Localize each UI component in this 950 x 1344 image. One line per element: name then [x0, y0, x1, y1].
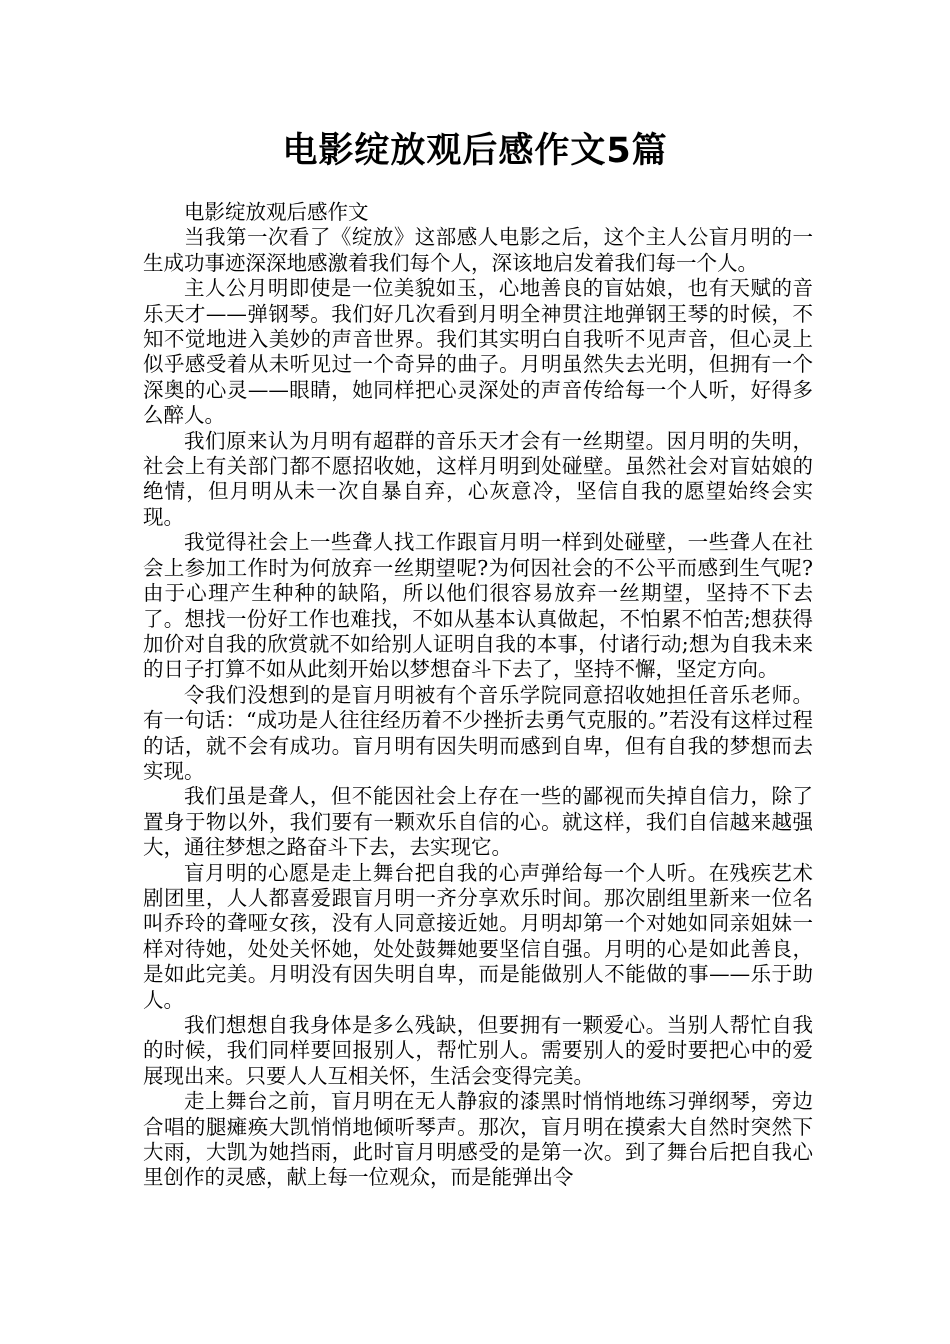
paragraph: 令我们没想到的是盲月明被有个音乐学院同意招收她担任音乐老师。有一句话：“成功是人往往经历着不少挫折去勇气克服的。”若没有这样过程的话，就不会有成功。盲月明有因失明而感到自卑，但有自我的梦想而去实现。	[143, 682, 813, 783]
paragraph: 我们原来认为月明有超群的音乐天才会有一丝期望。因月明的失明，社会上有关部门都不愿招收她，这样月明到处碰壁。虽然社会对盲姑娘的绝情，但月明从未一次自暴自弃，心灰意冷，坚信自我的愿望始终会实现。	[143, 428, 813, 529]
paragraph: 走上舞台之前，盲月明在无人静寂的漆黑时悄悄地练习弹纲琴，旁边合唱的腿瘫痪大凯悄悄地倾听琴声。那次，盲月明在摸索大自然时突然下大雨，大凯为她挡雨，此时盲月明感受的是第一次。到了舞台后把自我心里创作的灵感，献上每一位观众，而是能弹出令	[143, 1089, 813, 1190]
paragraph: 盲月明的心愿是走上舞台把自我的心声弹给每一个人听。在残疾艺术剧团里，人人都喜爱跟盲月明一齐分享欢乐时间。那次剧组里新来一位名叫乔玲的聋哑女孩，没有人同意接近她。月明却第一个对她如同亲姐妹一样对待她，处处关怀她，处处鼓舞她要坚信自强。月明的心是如此善良，是如此完美。月明没有因失明自卑，而是能做别人不能做的事——乐于助人。	[143, 860, 813, 1012]
paragraph: 我们虽是聋人，但不能因社会上存在一些的鄙视而失掉自信力，除了置身于物以外，我们要有一颗欢乐自信的心。就这样，我们自信越来越强大，通往梦想之路奋斗下去，去实现它。	[143, 784, 813, 860]
paragraph: 主人公月明即使是一位美貌如玉，心地善良的盲姑娘，也有天赋的音乐天才——弹钢琴。我们好几次看到月明全神贯注地弹钢王琴的时候，不知不觉地进入美妙的声音世界。我们其实明白自我听不见声音，但心灵上似乎感受着从未听见过一个奇异的曲子。月明虽然失去光明，但拥有一个深奥的心灵——眼睛，她同样把心灵深处的声音传给每一个人听，好得多么醉人。	[143, 276, 813, 428]
paragraph: 我觉得社会上一些聋人找工作跟盲月明一样到处碰壁，一些聋人在社会上参加工作时为何放弃一丝期望呢?为何因社会的不公平而感到生气呢?由于心理产生种种的缺陷，所以他们很容易放弃一丝期望，坚持不下去了。想找一份好工作也难找，不如从基本认真做起，不怕累不怕苦;想获得加价对自我的欣赏就不如给别人证明自我的本事，付诸行动;想为自我未来的日子打算不如从此刻开始以梦想奋斗下去了，坚持不懈，坚定方向。	[143, 530, 813, 682]
paragraph: 当我第一次看了《绽放》这部感人电影之后，这个主人公盲月明的一生成功事迹深深地感激着我们每个人，深该地启发着我们每一个人。	[143, 225, 813, 275]
document-subtitle: 电影绽放观后感作文	[184, 200, 369, 224]
document-body	[143, 200, 813, 1191]
paragraph: 我们想想自我身体是多么残缺，但要拥有一颗爱心。当别人帮忙自我的时候，我们同样要回报别人，帮忙别人。需要别人的爱时要把心中的爱展现出来。只要人人互相关怀，生活会变得完美。	[143, 1013, 813, 1088]
document-title: 电影绽放观后感作文5篇	[282, 131, 668, 171]
